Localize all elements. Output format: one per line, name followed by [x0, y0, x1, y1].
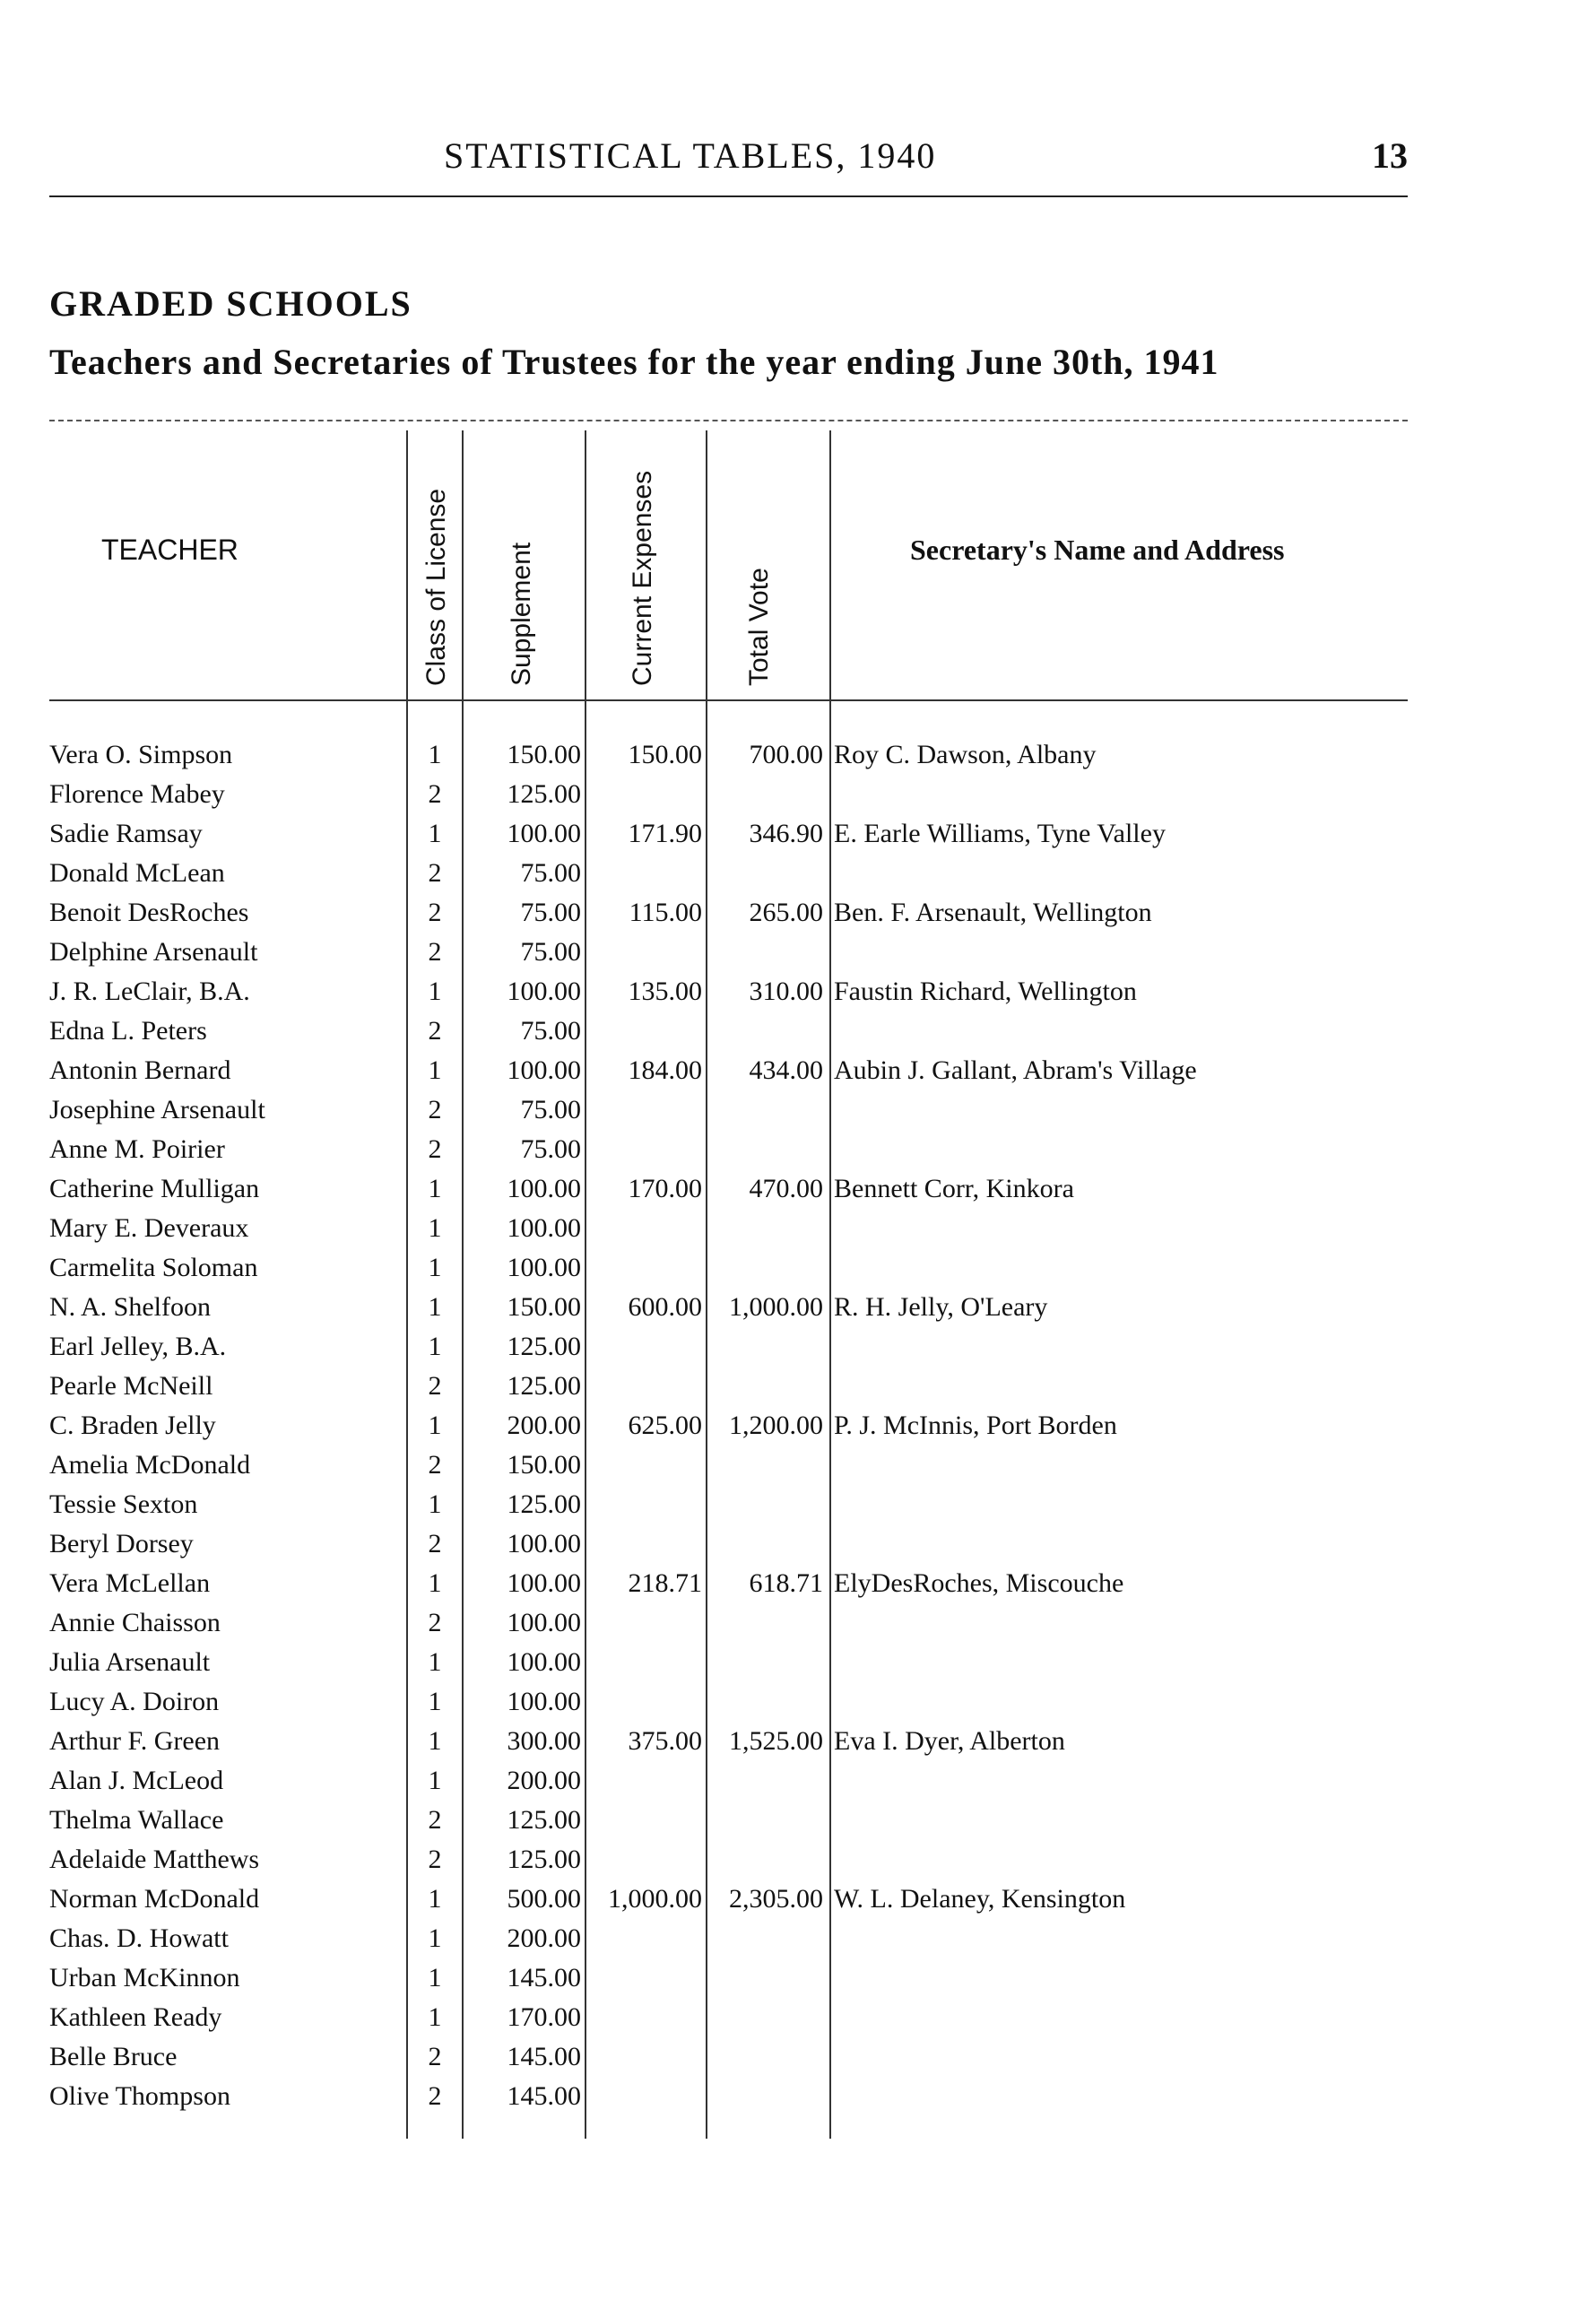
cell-total-vote: 1,000.00: [729, 1292, 823, 1322]
cell-teacher: C. Braden Jelly: [49, 1411, 216, 1440]
cell-current-expenses: 1,000.00: [608, 1884, 702, 1914]
section-title: GRADED SCHOOLS: [49, 283, 412, 324]
cell-teacher: Delphine Arsenault: [49, 937, 258, 967]
table-row: [49, 1248, 1408, 1288]
cell-supplement: 170.00: [507, 2002, 581, 2032]
cell-supplement: 100.00: [507, 1253, 581, 1282]
cell-teacher: Norman McDonald: [49, 1884, 260, 1914]
cell-supplement: 75.00: [520, 858, 581, 888]
cell-teacher: Amelia McDonald: [49, 1450, 251, 1480]
table-row: [49, 1998, 1408, 2037]
cell-secretary: P. J. McInnis, Port Borden: [834, 1411, 1117, 1440]
subtitle-rule: [49, 420, 1408, 421]
cell-teacher: Benoit DesRoches: [49, 898, 249, 927]
cell-total-vote: 1,200.00: [729, 1411, 823, 1440]
table-row: [49, 1090, 1408, 1130]
cell-current-expenses: 135.00: [628, 977, 702, 1006]
cell-teacher: Thelma Wallace: [49, 1805, 224, 1835]
cell-teacher: Josephine Arsenault: [49, 1095, 265, 1124]
cell-teacher: Alan J. McLeod: [49, 1766, 224, 1795]
cell-total-vote: 346.90: [749, 819, 823, 848]
cell-teacher: Beryl Dorsey: [49, 1529, 194, 1558]
cell-supplement: 200.00: [507, 1766, 581, 1795]
cell-secretary: Ben. F. Arsenault, Wellington: [834, 898, 1152, 927]
table-row: [49, 1011, 1408, 1051]
cell-class-of-license: 1: [428, 1687, 442, 1716]
cell-class-of-license: 1: [428, 1174, 442, 1203]
cell-supplement: 100.00: [507, 1213, 581, 1243]
cell-class-of-license: 2: [428, 898, 442, 927]
table-row: [49, 1209, 1408, 1248]
cell-current-expenses: 218.71: [628, 1568, 702, 1598]
cell-class-of-license: 1: [428, 1766, 442, 1795]
table-row: [49, 1603, 1408, 1643]
cell-supplement: 100.00: [507, 819, 581, 848]
cell-teacher: Julia Arsenault: [49, 1647, 211, 1677]
cell-class-of-license: 1: [428, 1253, 442, 1282]
cell-supplement: 100.00: [507, 1568, 581, 1598]
cell-teacher: Vera O. Simpson: [49, 740, 233, 769]
cell-supplement: 100.00: [507, 1687, 581, 1716]
cell-class-of-license: 1: [428, 1332, 442, 1361]
table-row: [49, 1919, 1408, 1958]
cell-current-expenses: 375.00: [628, 1726, 702, 1756]
cell-class-of-license: 1: [428, 1647, 442, 1677]
running-header: [49, 135, 1408, 188]
cell-supplement: 100.00: [507, 1055, 581, 1085]
cell-secretary: Roy C. Dawson, Albany: [834, 740, 1097, 769]
cell-supplement: 500.00: [507, 1884, 581, 1914]
table-row: [49, 1643, 1408, 1682]
cell-supplement: 100.00: [507, 1529, 581, 1558]
page-number: 13: [1372, 135, 1408, 176]
cell-supplement: 75.00: [520, 937, 581, 967]
col-header-total-vote: Total Vote: [744, 568, 774, 686]
table-row: [49, 854, 1408, 893]
header-bottom-rule: [49, 699, 1408, 701]
cell-supplement: 150.00: [507, 1450, 581, 1480]
table-row: [49, 933, 1408, 972]
cell-class-of-license: 2: [428, 2042, 442, 2071]
cell-supplement: 125.00: [507, 1371, 581, 1401]
cell-class-of-license: 2: [428, 858, 442, 888]
table-row: [49, 735, 1408, 775]
cell-total-vote: 265.00: [749, 898, 823, 927]
table-row: [49, 814, 1408, 854]
col-header-teacher: TEACHER: [101, 534, 239, 566]
table-row: [49, 2077, 1408, 2116]
cell-supplement: 200.00: [507, 1411, 581, 1440]
table-row: [49, 1051, 1408, 1090]
cell-teacher: Tessie Sexton: [49, 1489, 198, 1519]
cell-teacher: Sadie Ramsay: [49, 819, 203, 848]
cell-class-of-license: 1: [428, 1055, 442, 1085]
table-row: [49, 1406, 1408, 1445]
cell-supplement: 100.00: [507, 1174, 581, 1203]
cell-class-of-license: 2: [428, 937, 442, 967]
cell-current-expenses: 170.00: [628, 1174, 702, 1203]
cell-teacher: Urban McKinnon: [49, 1963, 240, 1992]
cell-teacher: Earl Jelley, B.A.: [49, 1332, 227, 1361]
cell-teacher: Adelaide Matthews: [49, 1845, 260, 1874]
cell-class-of-license: 2: [428, 1134, 442, 1164]
cell-supplement: 300.00: [507, 1726, 581, 1756]
cell-secretary: E. Earle Williams, Tyne Valley: [834, 819, 1166, 848]
cell-class-of-license: 1: [428, 1568, 442, 1598]
cell-class-of-license: 2: [428, 1529, 442, 1558]
table-row: [49, 775, 1408, 814]
table-row: [49, 1722, 1408, 1761]
table-row: [49, 893, 1408, 933]
table-row: [49, 1485, 1408, 1524]
cell-supplement: 125.00: [507, 1845, 581, 1874]
cell-class-of-license: 1: [428, 2002, 442, 2032]
cell-supplement: 100.00: [507, 977, 581, 1006]
cell-supplement: 75.00: [520, 1016, 581, 1046]
cell-class-of-license: 1: [428, 1489, 442, 1519]
cell-supplement: 75.00: [520, 1095, 581, 1124]
cell-total-vote: 618.71: [749, 1568, 823, 1598]
cell-class-of-license: 1: [428, 1411, 442, 1440]
cell-secretary: R. H. Jelly, O'Leary: [834, 1292, 1048, 1322]
cell-supplement: 75.00: [520, 1134, 581, 1164]
cell-secretary: ElyDesRoches, Miscouche: [834, 1568, 1124, 1598]
table-row: [49, 1288, 1408, 1327]
cell-class-of-license: 2: [428, 1450, 442, 1480]
table-row: [49, 2037, 1408, 2077]
cell-class-of-license: 1: [428, 1292, 442, 1322]
cell-supplement: 100.00: [507, 1647, 581, 1677]
cell-class-of-license: 2: [428, 1805, 442, 1835]
table-row: [49, 1524, 1408, 1564]
table-row: [49, 1801, 1408, 1840]
cell-total-vote: 2,305.00: [729, 1884, 823, 1914]
col-header-current-expenses: Current Expenses: [628, 470, 657, 686]
cell-teacher: Mary E. Deveraux: [49, 1213, 249, 1243]
cell-current-expenses: 600.00: [628, 1292, 702, 1322]
cell-current-expenses: 115.00: [629, 898, 702, 927]
table-row: [49, 1445, 1408, 1485]
table-row: [49, 1130, 1408, 1169]
cell-supplement: 125.00: [507, 779, 581, 809]
cell-class-of-license: 2: [428, 1016, 442, 1046]
teachers-table: [49, 430, 1408, 2139]
cell-supplement: 145.00: [507, 2042, 581, 2071]
cell-class-of-license: 1: [428, 1923, 442, 1953]
table-row: [49, 1880, 1408, 1919]
cell-class-of-license: 2: [428, 779, 442, 809]
cell-class-of-license: 1: [428, 819, 442, 848]
cell-teacher: J. R. LeClair, B.A.: [49, 977, 250, 1006]
table-row: [49, 1761, 1408, 1801]
cell-teacher: N. A. Shelfoon: [49, 1292, 211, 1322]
cell-supplement: 125.00: [507, 1489, 581, 1519]
table-row: [49, 972, 1408, 1011]
cell-class-of-license: 2: [428, 1608, 442, 1637]
cell-total-vote: 1,525.00: [729, 1726, 823, 1756]
table-row: [49, 1327, 1408, 1367]
cell-class-of-license: 1: [428, 1963, 442, 1992]
cell-teacher: Pearle McNeill: [49, 1371, 213, 1401]
cell-class-of-license: 2: [428, 2081, 442, 2111]
cell-teacher: Donald McLean: [49, 858, 225, 888]
cell-current-expenses: 171.90: [628, 819, 702, 848]
cell-teacher: Vera McLellan: [49, 1568, 211, 1598]
cell-supplement: 145.00: [507, 1963, 581, 1992]
col-header-supplement: Supplement: [507, 542, 536, 686]
cell-teacher: Anne M. Poirier: [49, 1134, 225, 1164]
running-title: STATISTICAL TABLES, 1940: [444, 135, 937, 176]
cell-teacher: Antonin Bernard: [49, 1055, 231, 1085]
cell-supplement: 125.00: [507, 1805, 581, 1835]
cell-supplement: 100.00: [507, 1608, 581, 1637]
cell-class-of-license: 1: [428, 1726, 442, 1756]
cell-class-of-license: 1: [428, 740, 442, 769]
cell-supplement: 145.00: [507, 2081, 581, 2111]
cell-teacher: Florence Mabey: [49, 779, 225, 809]
table-row: [49, 1958, 1408, 1998]
cell-supplement: 75.00: [520, 898, 581, 927]
cell-class-of-license: 1: [428, 977, 442, 1006]
cell-secretary: Eva I. Dyer, Alberton: [834, 1726, 1065, 1756]
section-subtitle: Teachers and Secretaries of Trustees for the year ending June 30th, 1941: [49, 342, 1219, 382]
table-row: [49, 1169, 1408, 1209]
table-row: [49, 1564, 1408, 1603]
cell-teacher: Carmelita Soloman: [49, 1253, 258, 1282]
cell-total-vote: 470.00: [749, 1174, 823, 1203]
table-row: [49, 1367, 1408, 1406]
cell-total-vote: 310.00: [749, 977, 823, 1006]
cell-current-expenses: 184.00: [628, 1055, 702, 1085]
cell-teacher: Chas. D. Howatt: [49, 1923, 229, 1953]
cell-supplement: 150.00: [507, 740, 581, 769]
cell-current-expenses: 150.00: [628, 740, 702, 769]
cell-class-of-license: 2: [428, 1371, 442, 1401]
table-row: [49, 1682, 1408, 1722]
cell-teacher: Kathleen Ready: [49, 2002, 222, 2032]
cell-teacher: Belle Bruce: [49, 2042, 178, 2071]
cell-teacher: Catherine Mulligan: [49, 1174, 260, 1203]
cell-secretary: Faustin Richard, Wellington: [834, 977, 1137, 1006]
cell-supplement: 125.00: [507, 1332, 581, 1361]
header-rule: [49, 195, 1408, 197]
col-header-class-of-license: Class of License: [421, 488, 451, 686]
cell-secretary: Aubin J. Gallant, Abram's Village: [834, 1055, 1197, 1085]
cell-class-of-license: 1: [428, 1884, 442, 1914]
cell-supplement: 200.00: [507, 1923, 581, 1953]
cell-teacher: Annie Chaisson: [49, 1608, 221, 1637]
cell-secretary: W. L. Delaney, Kensington: [834, 1884, 1126, 1914]
cell-secretary: Bennett Corr, Kinkora: [834, 1174, 1074, 1203]
cell-total-vote: 434.00: [749, 1055, 823, 1085]
cell-teacher: Olive Thompson: [49, 2081, 230, 2111]
cell-class-of-license: 2: [428, 1095, 442, 1124]
cell-current-expenses: 625.00: [628, 1411, 702, 1440]
table-row: [49, 1840, 1408, 1880]
cell-teacher: Arthur F. Green: [49, 1726, 221, 1756]
cell-class-of-license: 2: [428, 1845, 442, 1874]
col-header-secretary: Secretary's Name and Address: [910, 534, 1285, 566]
cell-supplement: 150.00: [507, 1292, 581, 1322]
cell-teacher: Lucy A. Doiron: [49, 1687, 220, 1716]
cell-teacher: Edna L. Peters: [49, 1016, 207, 1046]
cell-class-of-license: 1: [428, 1213, 442, 1243]
cell-total-vote: 700.00: [749, 740, 823, 769]
